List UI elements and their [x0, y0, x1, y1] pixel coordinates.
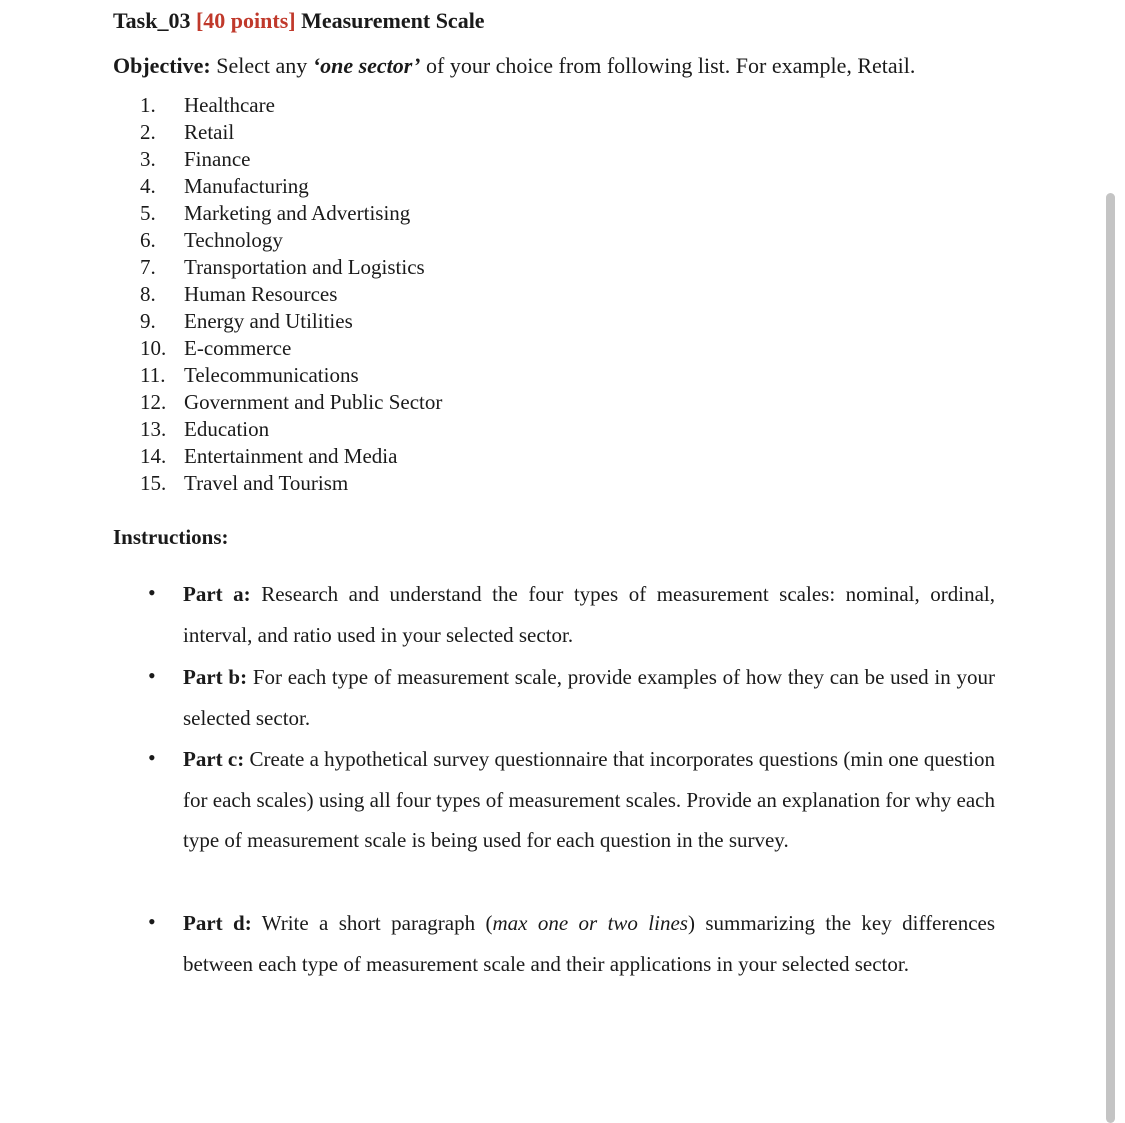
task-title — [113, 8, 485, 34]
sector-item — [140, 146, 442, 173]
part-a-text: Research and understand the four types of measurement scales: nominal, ordinal, interval, and ratio used in your selected sector. — [183, 582, 995, 647]
sector-item — [140, 173, 442, 200]
sector-number: 10. — [140, 336, 167, 360]
objective-label: Objective: — [113, 53, 211, 78]
sector-name: Telecommunications — [184, 363, 359, 387]
objective-text-after: of your choice from following list. For example, Retail. — [426, 53, 916, 78]
part-c-label: Part c: — [183, 747, 245, 771]
sector-number: 4. — [140, 174, 156, 198]
sector-name: Technology — [184, 228, 283, 252]
bullet-icon: • — [148, 663, 156, 688]
sector-name: Energy and Utilities — [184, 309, 353, 333]
sector-number: 8. — [140, 282, 156, 306]
sector-number: 11. — [140, 363, 166, 387]
sector-name: Transportation and Logistics — [184, 255, 425, 279]
objective — [113, 53, 915, 79]
sector-number: 2. — [140, 120, 156, 144]
sector-item — [140, 389, 442, 416]
part-d-text-before: Write a short paragraph ( — [261, 911, 493, 935]
sector-number: 15. — [140, 471, 167, 495]
objective-emphasis: ‘one sector’ — [312, 53, 421, 78]
sector-item — [140, 227, 442, 254]
sector-item — [140, 308, 442, 335]
sector-number: 9. — [140, 309, 156, 333]
sector-name: Education — [184, 417, 270, 441]
sector-name: Human Resources — [184, 282, 338, 306]
sector-item — [140, 92, 442, 119]
part-a — [183, 574, 995, 655]
sector-number: 13. — [140, 417, 167, 441]
sector-item — [140, 200, 442, 227]
sector-item — [140, 416, 442, 443]
part-a-label: Part a: — [183, 582, 251, 606]
sector-item — [140, 443, 442, 470]
sector-number: 12. — [140, 390, 167, 414]
sector-number: 7. — [140, 255, 156, 279]
sector-name: Finance — [184, 147, 251, 171]
sector-list — [140, 92, 442, 497]
instructions-heading: Instructions: — [113, 525, 229, 549]
sector-item — [140, 335, 442, 362]
sector-item — [140, 254, 442, 281]
part-b-label: Part b: — [183, 665, 248, 689]
sector-name: Marketing and Advertising — [184, 201, 411, 225]
sector-item — [140, 281, 442, 308]
part-d-text-after: ) summarizing the key differences between each type of measurement scale and their applications in your selected sector. — [183, 911, 996, 976]
scrollbar-thumb[interactable] — [1106, 193, 1115, 1123]
part-d — [183, 903, 995, 984]
sector-number: 1. — [140, 93, 156, 117]
part-d-emphasis: max one or two lines — [492, 911, 688, 935]
bullet-icon: • — [148, 745, 156, 770]
objective-text-before: Select any — [216, 53, 308, 78]
sector-name: E-commerce — [184, 336, 292, 360]
sector-name: Entertainment and Media — [184, 444, 398, 468]
bullet-icon: • — [148, 580, 156, 605]
part-c — [183, 739, 995, 861]
part-b — [183, 657, 995, 738]
sector-name: Travel and Tourism — [184, 471, 349, 495]
sector-name: Retail — [184, 120, 235, 144]
task-id: Task_03 — [113, 8, 191, 33]
bullet-icon: • — [148, 909, 156, 934]
part-d-label: Part d: — [183, 911, 252, 935]
task-name: Measurement Scale — [301, 8, 485, 33]
sector-item — [140, 362, 442, 389]
sector-item — [140, 119, 442, 146]
sector-name: Government and Public Sector — [184, 390, 443, 414]
sector-number: 3. — [140, 147, 156, 171]
sector-number: 14. — [140, 444, 167, 468]
sector-name: Manufacturing — [184, 174, 309, 198]
task-points: [40 points] — [195, 8, 296, 33]
sector-item — [140, 470, 442, 497]
sector-number: 6. — [140, 228, 156, 252]
part-b-text: For each type of measurement scale, provide examples of how they can be used in your selected sector. — [183, 665, 995, 730]
sector-name: Healthcare — [184, 93, 275, 117]
sector-number: 5. — [140, 201, 156, 225]
part-c-text: Create a hypothetical survey questionnaire that incorporates questions (min one question for each scales) using all four types of measurement scales. Provide an explanation for why each type of measurement scale is being used for each question in the survey. — [183, 747, 996, 852]
